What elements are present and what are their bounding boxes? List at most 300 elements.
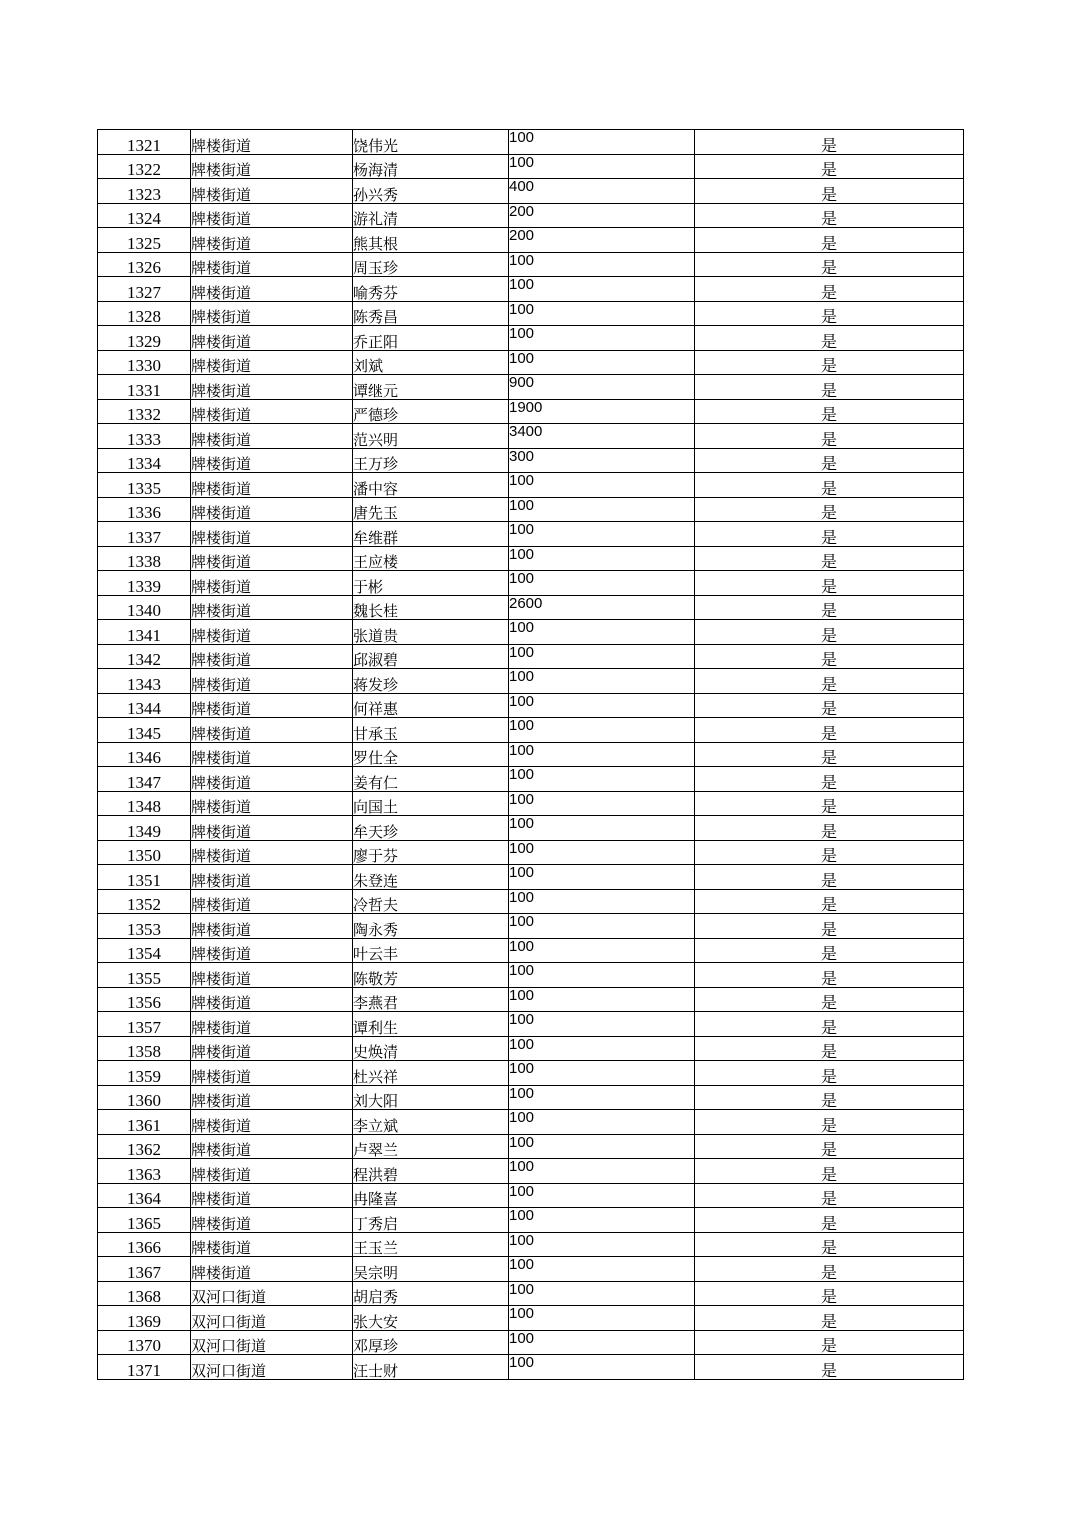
amount-cell: 100 bbox=[509, 1281, 695, 1306]
row-number: 1339 bbox=[98, 571, 191, 596]
confirm-cell: 是 bbox=[695, 473, 964, 498]
row-number: 1347 bbox=[98, 767, 191, 792]
amount-cell: 100 bbox=[509, 1085, 695, 1110]
confirm-cell: 是 bbox=[695, 767, 964, 792]
confirm-cell: 是 bbox=[695, 252, 964, 277]
row-number: 1349 bbox=[98, 816, 191, 841]
amount-cell: 100 bbox=[509, 644, 695, 669]
name-cell: 王万珍 bbox=[353, 448, 509, 473]
name-cell: 熊其根 bbox=[353, 228, 509, 253]
table-row bbox=[98, 595, 964, 620]
confirm-cell: 是 bbox=[695, 326, 964, 351]
confirm-cell: 是 bbox=[695, 669, 964, 694]
amount-cell: 100 bbox=[509, 620, 695, 645]
amount-cell: 100 bbox=[509, 1355, 695, 1380]
street-cell: 牌楼街道 bbox=[191, 865, 353, 890]
row-number: 1362 bbox=[98, 1134, 191, 1159]
street-cell: 牌楼街道 bbox=[191, 326, 353, 351]
name-cell: 严德珍 bbox=[353, 399, 509, 424]
amount-cell: 3400 bbox=[509, 424, 695, 449]
row-number: 1327 bbox=[98, 277, 191, 302]
name-cell: 丁秀启 bbox=[353, 1208, 509, 1233]
street-cell: 牌楼街道 bbox=[191, 1036, 353, 1061]
street-cell: 牌楼街道 bbox=[191, 767, 353, 792]
amount-cell: 100 bbox=[509, 963, 695, 988]
amount-cell: 100 bbox=[509, 546, 695, 571]
name-cell: 魏长桂 bbox=[353, 595, 509, 620]
street-cell: 牌楼街道 bbox=[191, 1061, 353, 1086]
street-cell: 牌楼街道 bbox=[191, 1012, 353, 1037]
street-cell: 双河口街道 bbox=[191, 1355, 353, 1380]
name-cell: 冉隆喜 bbox=[353, 1183, 509, 1208]
confirm-cell: 是 bbox=[695, 1134, 964, 1159]
name-cell: 邱淑碧 bbox=[353, 644, 509, 669]
confirm-cell: 是 bbox=[695, 130, 964, 155]
name-cell: 谭利生 bbox=[353, 1012, 509, 1037]
table-row bbox=[98, 693, 964, 718]
amount-cell: 100 bbox=[509, 571, 695, 596]
name-cell: 乔正阳 bbox=[353, 326, 509, 351]
row-number: 1342 bbox=[98, 644, 191, 669]
street-cell: 牌楼街道 bbox=[191, 1183, 353, 1208]
amount-cell: 100 bbox=[509, 865, 695, 890]
row-number: 1324 bbox=[98, 203, 191, 228]
row-number: 1345 bbox=[98, 718, 191, 743]
amount-cell: 200 bbox=[509, 203, 695, 228]
name-cell: 张大安 bbox=[353, 1306, 509, 1331]
name-cell: 李立斌 bbox=[353, 1110, 509, 1135]
confirm-cell: 是 bbox=[695, 424, 964, 449]
row-number: 1340 bbox=[98, 595, 191, 620]
name-cell: 杜兴祥 bbox=[353, 1061, 509, 1086]
street-cell: 牌楼街道 bbox=[191, 1110, 353, 1135]
table-row bbox=[98, 816, 964, 841]
confirm-cell: 是 bbox=[695, 987, 964, 1012]
confirm-cell: 是 bbox=[695, 1183, 964, 1208]
confirm-cell: 是 bbox=[695, 497, 964, 522]
amount-cell: 100 bbox=[509, 987, 695, 1012]
table-row bbox=[98, 277, 964, 302]
amount-cell: 100 bbox=[509, 522, 695, 547]
street-cell: 牌楼街道 bbox=[191, 595, 353, 620]
row-number: 1331 bbox=[98, 375, 191, 400]
table-row bbox=[98, 203, 964, 228]
name-cell: 朱登连 bbox=[353, 865, 509, 890]
amount-cell: 100 bbox=[509, 154, 695, 179]
row-number: 1344 bbox=[98, 693, 191, 718]
street-cell: 牌楼街道 bbox=[191, 718, 353, 743]
street-cell: 牌楼街道 bbox=[191, 987, 353, 1012]
table-row bbox=[98, 1110, 964, 1135]
confirm-cell: 是 bbox=[695, 350, 964, 375]
confirm-cell: 是 bbox=[695, 154, 964, 179]
row-number: 1333 bbox=[98, 424, 191, 449]
row-number: 1357 bbox=[98, 1012, 191, 1037]
table-row bbox=[98, 767, 964, 792]
name-cell: 杨海清 bbox=[353, 154, 509, 179]
amount-cell: 200 bbox=[509, 228, 695, 253]
row-number: 1338 bbox=[98, 546, 191, 571]
row-number: 1350 bbox=[98, 840, 191, 865]
street-cell: 牌楼街道 bbox=[191, 424, 353, 449]
name-cell: 邓厚珍 bbox=[353, 1330, 509, 1355]
confirm-cell: 是 bbox=[695, 1036, 964, 1061]
table-row bbox=[98, 1183, 964, 1208]
table-row bbox=[98, 154, 964, 179]
amount-cell: 100 bbox=[509, 1208, 695, 1233]
table-row bbox=[98, 1012, 964, 1037]
table-body bbox=[98, 130, 964, 1380]
amount-cell: 100 bbox=[509, 1012, 695, 1037]
name-cell: 陈敬芳 bbox=[353, 963, 509, 988]
row-number: 1352 bbox=[98, 889, 191, 914]
street-cell: 牌楼街道 bbox=[191, 252, 353, 277]
table-row bbox=[98, 252, 964, 277]
street-cell: 牌楼街道 bbox=[191, 791, 353, 816]
amount-cell: 100 bbox=[509, 669, 695, 694]
name-cell: 罗仕全 bbox=[353, 742, 509, 767]
street-cell: 牌楼街道 bbox=[191, 154, 353, 179]
name-cell: 牟天珍 bbox=[353, 816, 509, 841]
name-cell: 刘斌 bbox=[353, 350, 509, 375]
street-cell: 牌楼街道 bbox=[191, 1232, 353, 1257]
table-row bbox=[98, 938, 964, 963]
row-number: 1328 bbox=[98, 301, 191, 326]
row-number: 1364 bbox=[98, 1183, 191, 1208]
row-number: 1348 bbox=[98, 791, 191, 816]
name-cell: 游礼清 bbox=[353, 203, 509, 228]
street-cell: 牌楼街道 bbox=[191, 130, 353, 155]
street-cell: 牌楼街道 bbox=[191, 1257, 353, 1282]
row-number: 1336 bbox=[98, 497, 191, 522]
table-row bbox=[98, 644, 964, 669]
name-cell: 陈秀昌 bbox=[353, 301, 509, 326]
confirm-cell: 是 bbox=[695, 375, 964, 400]
table-row bbox=[98, 669, 964, 694]
name-cell: 王应楼 bbox=[353, 546, 509, 571]
row-number: 1356 bbox=[98, 987, 191, 1012]
street-cell: 双河口街道 bbox=[191, 1306, 353, 1331]
name-cell: 周玉珍 bbox=[353, 252, 509, 277]
row-number: 1343 bbox=[98, 669, 191, 694]
row-number: 1365 bbox=[98, 1208, 191, 1233]
row-number: 1370 bbox=[98, 1330, 191, 1355]
row-number: 1361 bbox=[98, 1110, 191, 1135]
confirm-cell: 是 bbox=[695, 693, 964, 718]
name-cell: 叶云丰 bbox=[353, 938, 509, 963]
table-row bbox=[98, 301, 964, 326]
row-number: 1326 bbox=[98, 252, 191, 277]
confirm-cell: 是 bbox=[695, 399, 964, 424]
name-cell: 唐先玉 bbox=[353, 497, 509, 522]
row-number: 1358 bbox=[98, 1036, 191, 1061]
table-row bbox=[98, 399, 964, 424]
name-cell: 冷哲夫 bbox=[353, 889, 509, 914]
table-row bbox=[98, 1159, 964, 1184]
table-row bbox=[98, 791, 964, 816]
row-number: 1366 bbox=[98, 1232, 191, 1257]
street-cell: 牌楼街道 bbox=[191, 644, 353, 669]
street-cell: 牌楼街道 bbox=[191, 669, 353, 694]
street-cell: 牌楼街道 bbox=[191, 546, 353, 571]
amount-cell: 300 bbox=[509, 448, 695, 473]
row-number: 1354 bbox=[98, 938, 191, 963]
amount-cell: 100 bbox=[509, 1306, 695, 1331]
amount-cell: 100 bbox=[509, 742, 695, 767]
amount-cell: 100 bbox=[509, 1159, 695, 1184]
row-number: 1353 bbox=[98, 914, 191, 939]
name-cell: 王玉兰 bbox=[353, 1232, 509, 1257]
confirm-cell: 是 bbox=[695, 620, 964, 645]
amount-cell: 100 bbox=[509, 350, 695, 375]
confirm-cell: 是 bbox=[695, 277, 964, 302]
row-number: 1325 bbox=[98, 228, 191, 253]
street-cell: 牌楼街道 bbox=[191, 301, 353, 326]
amount-cell: 100 bbox=[509, 1061, 695, 1086]
name-cell: 吴宗明 bbox=[353, 1257, 509, 1282]
name-cell: 卢翠兰 bbox=[353, 1134, 509, 1159]
name-cell: 于彬 bbox=[353, 571, 509, 596]
confirm-cell: 是 bbox=[695, 228, 964, 253]
name-cell: 廖于芬 bbox=[353, 840, 509, 865]
confirm-cell: 是 bbox=[695, 1232, 964, 1257]
confirm-cell: 是 bbox=[695, 1110, 964, 1135]
name-cell: 李燕君 bbox=[353, 987, 509, 1012]
street-cell: 牌楼街道 bbox=[191, 620, 353, 645]
amount-cell: 100 bbox=[509, 130, 695, 155]
street-cell: 牌楼街道 bbox=[191, 1085, 353, 1110]
name-cell: 蒋发珍 bbox=[353, 669, 509, 694]
confirm-cell: 是 bbox=[695, 791, 964, 816]
street-cell: 牌楼街道 bbox=[191, 497, 353, 522]
street-cell: 双河口街道 bbox=[191, 1281, 353, 1306]
table-row bbox=[98, 1061, 964, 1086]
amount-cell: 100 bbox=[509, 816, 695, 841]
table-row bbox=[98, 571, 964, 596]
name-cell: 刘大阳 bbox=[353, 1085, 509, 1110]
amount-cell: 100 bbox=[509, 252, 695, 277]
amount-cell: 100 bbox=[509, 889, 695, 914]
name-cell: 喻秀芬 bbox=[353, 277, 509, 302]
row-number: 1359 bbox=[98, 1061, 191, 1086]
confirm-cell: 是 bbox=[695, 448, 964, 473]
street-cell: 牌楼街道 bbox=[191, 1159, 353, 1184]
confirm-cell: 是 bbox=[695, 1208, 964, 1233]
confirm-cell: 是 bbox=[695, 914, 964, 939]
street-cell: 牌楼街道 bbox=[191, 693, 353, 718]
table-row bbox=[98, 1036, 964, 1061]
amount-cell: 400 bbox=[509, 179, 695, 204]
name-cell: 史焕清 bbox=[353, 1036, 509, 1061]
confirm-cell: 是 bbox=[695, 1012, 964, 1037]
row-number: 1335 bbox=[98, 473, 191, 498]
amount-cell: 2600 bbox=[509, 595, 695, 620]
table-row bbox=[98, 1134, 964, 1159]
street-cell: 牌楼街道 bbox=[191, 522, 353, 547]
name-cell: 何祥惠 bbox=[353, 693, 509, 718]
table-row bbox=[98, 914, 964, 939]
street-cell: 牌楼街道 bbox=[191, 742, 353, 767]
amount-cell: 100 bbox=[509, 301, 695, 326]
confirm-cell: 是 bbox=[695, 203, 964, 228]
street-cell: 牌楼街道 bbox=[191, 179, 353, 204]
street-cell: 牌楼街道 bbox=[191, 473, 353, 498]
table-row bbox=[98, 1257, 964, 1282]
street-cell: 牌楼街道 bbox=[191, 399, 353, 424]
amount-cell: 100 bbox=[509, 693, 695, 718]
table-row bbox=[98, 522, 964, 547]
row-number: 1367 bbox=[98, 1257, 191, 1282]
row-number: 1363 bbox=[98, 1159, 191, 1184]
row-number: 1329 bbox=[98, 326, 191, 351]
street-cell: 牌楼街道 bbox=[191, 938, 353, 963]
table-row bbox=[98, 179, 964, 204]
confirm-cell: 是 bbox=[695, 1159, 964, 1184]
confirm-cell: 是 bbox=[695, 865, 964, 890]
row-number: 1321 bbox=[98, 130, 191, 155]
confirm-cell: 是 bbox=[695, 595, 964, 620]
street-cell: 牌楼街道 bbox=[191, 571, 353, 596]
amount-cell: 100 bbox=[509, 1134, 695, 1159]
confirm-cell: 是 bbox=[695, 1257, 964, 1282]
street-cell: 双河口街道 bbox=[191, 1330, 353, 1355]
name-cell: 程洪碧 bbox=[353, 1159, 509, 1184]
amount-cell: 1900 bbox=[509, 399, 695, 424]
amount-cell: 100 bbox=[509, 473, 695, 498]
amount-cell: 100 bbox=[509, 718, 695, 743]
name-cell: 谭继元 bbox=[353, 375, 509, 400]
confirm-cell: 是 bbox=[695, 1085, 964, 1110]
table-row bbox=[98, 424, 964, 449]
table-row bbox=[98, 1232, 964, 1257]
row-number: 1351 bbox=[98, 865, 191, 890]
street-cell: 牌楼街道 bbox=[191, 914, 353, 939]
amount-cell: 100 bbox=[509, 497, 695, 522]
table-row bbox=[98, 473, 964, 498]
street-cell: 牌楼街道 bbox=[191, 816, 353, 841]
row-number: 1330 bbox=[98, 350, 191, 375]
row-number: 1369 bbox=[98, 1306, 191, 1331]
name-cell: 向国土 bbox=[353, 791, 509, 816]
row-number: 1323 bbox=[98, 179, 191, 204]
name-cell: 张道贵 bbox=[353, 620, 509, 645]
amount-cell: 100 bbox=[509, 840, 695, 865]
data-table bbox=[97, 129, 964, 1380]
table-row bbox=[98, 1355, 964, 1380]
table-row bbox=[98, 130, 964, 155]
confirm-cell: 是 bbox=[695, 1281, 964, 1306]
street-cell: 牌楼街道 bbox=[191, 840, 353, 865]
table-row bbox=[98, 326, 964, 351]
table-row bbox=[98, 1085, 964, 1110]
table-row bbox=[98, 742, 964, 767]
name-cell: 范兴明 bbox=[353, 424, 509, 449]
name-cell: 牟维群 bbox=[353, 522, 509, 547]
row-number: 1322 bbox=[98, 154, 191, 179]
name-cell: 饶伟光 bbox=[353, 130, 509, 155]
table-row bbox=[98, 375, 964, 400]
table-row bbox=[98, 1281, 964, 1306]
amount-cell: 100 bbox=[509, 1257, 695, 1282]
table-row bbox=[98, 546, 964, 571]
table-row bbox=[98, 1330, 964, 1355]
row-number: 1341 bbox=[98, 620, 191, 645]
amount-cell: 100 bbox=[509, 1232, 695, 1257]
amount-cell: 100 bbox=[509, 1110, 695, 1135]
table-row bbox=[98, 889, 964, 914]
street-cell: 牌楼街道 bbox=[191, 963, 353, 988]
amount-cell: 100 bbox=[509, 914, 695, 939]
table-row bbox=[98, 1306, 964, 1331]
confirm-cell: 是 bbox=[695, 644, 964, 669]
confirm-cell: 是 bbox=[695, 301, 964, 326]
confirm-cell: 是 bbox=[695, 522, 964, 547]
row-number: 1355 bbox=[98, 963, 191, 988]
confirm-cell: 是 bbox=[695, 1330, 964, 1355]
street-cell: 牌楼街道 bbox=[191, 1134, 353, 1159]
row-number: 1334 bbox=[98, 448, 191, 473]
street-cell: 牌楼街道 bbox=[191, 228, 353, 253]
table-row bbox=[98, 448, 964, 473]
row-number: 1346 bbox=[98, 742, 191, 767]
street-cell: 牌楼街道 bbox=[191, 203, 353, 228]
street-cell: 牌楼街道 bbox=[191, 889, 353, 914]
name-cell: 汪士财 bbox=[353, 1355, 509, 1380]
table-row bbox=[98, 497, 964, 522]
table-row bbox=[98, 987, 964, 1012]
confirm-cell: 是 bbox=[695, 889, 964, 914]
confirm-cell: 是 bbox=[695, 816, 964, 841]
table-row bbox=[98, 718, 964, 743]
street-cell: 牌楼街道 bbox=[191, 448, 353, 473]
confirm-cell: 是 bbox=[695, 742, 964, 767]
street-cell: 牌楼街道 bbox=[191, 277, 353, 302]
confirm-cell: 是 bbox=[695, 840, 964, 865]
confirm-cell: 是 bbox=[695, 963, 964, 988]
table-row bbox=[98, 620, 964, 645]
confirm-cell: 是 bbox=[695, 571, 964, 596]
name-cell: 孙兴秀 bbox=[353, 179, 509, 204]
amount-cell: 100 bbox=[509, 1183, 695, 1208]
street-cell: 牌楼街道 bbox=[191, 1208, 353, 1233]
confirm-cell: 是 bbox=[695, 938, 964, 963]
amount-cell: 100 bbox=[509, 326, 695, 351]
confirm-cell: 是 bbox=[695, 718, 964, 743]
amount-cell: 900 bbox=[509, 375, 695, 400]
confirm-cell: 是 bbox=[695, 179, 964, 204]
name-cell: 陶永秀 bbox=[353, 914, 509, 939]
table-row bbox=[98, 228, 964, 253]
row-number: 1332 bbox=[98, 399, 191, 424]
amount-cell: 100 bbox=[509, 767, 695, 792]
name-cell: 胡启秀 bbox=[353, 1281, 509, 1306]
amount-cell: 100 bbox=[509, 791, 695, 816]
amount-cell: 100 bbox=[509, 1330, 695, 1355]
name-cell: 甘承玉 bbox=[353, 718, 509, 743]
confirm-cell: 是 bbox=[695, 1355, 964, 1380]
confirm-cell: 是 bbox=[695, 546, 964, 571]
table-row bbox=[98, 963, 964, 988]
street-cell: 牌楼街道 bbox=[191, 375, 353, 400]
row-number: 1337 bbox=[98, 522, 191, 547]
confirm-cell: 是 bbox=[695, 1061, 964, 1086]
table-row bbox=[98, 350, 964, 375]
amount-cell: 100 bbox=[509, 277, 695, 302]
name-cell: 潘中容 bbox=[353, 473, 509, 498]
amount-cell: 100 bbox=[509, 938, 695, 963]
street-cell: 牌楼街道 bbox=[191, 350, 353, 375]
name-cell: 姜有仁 bbox=[353, 767, 509, 792]
